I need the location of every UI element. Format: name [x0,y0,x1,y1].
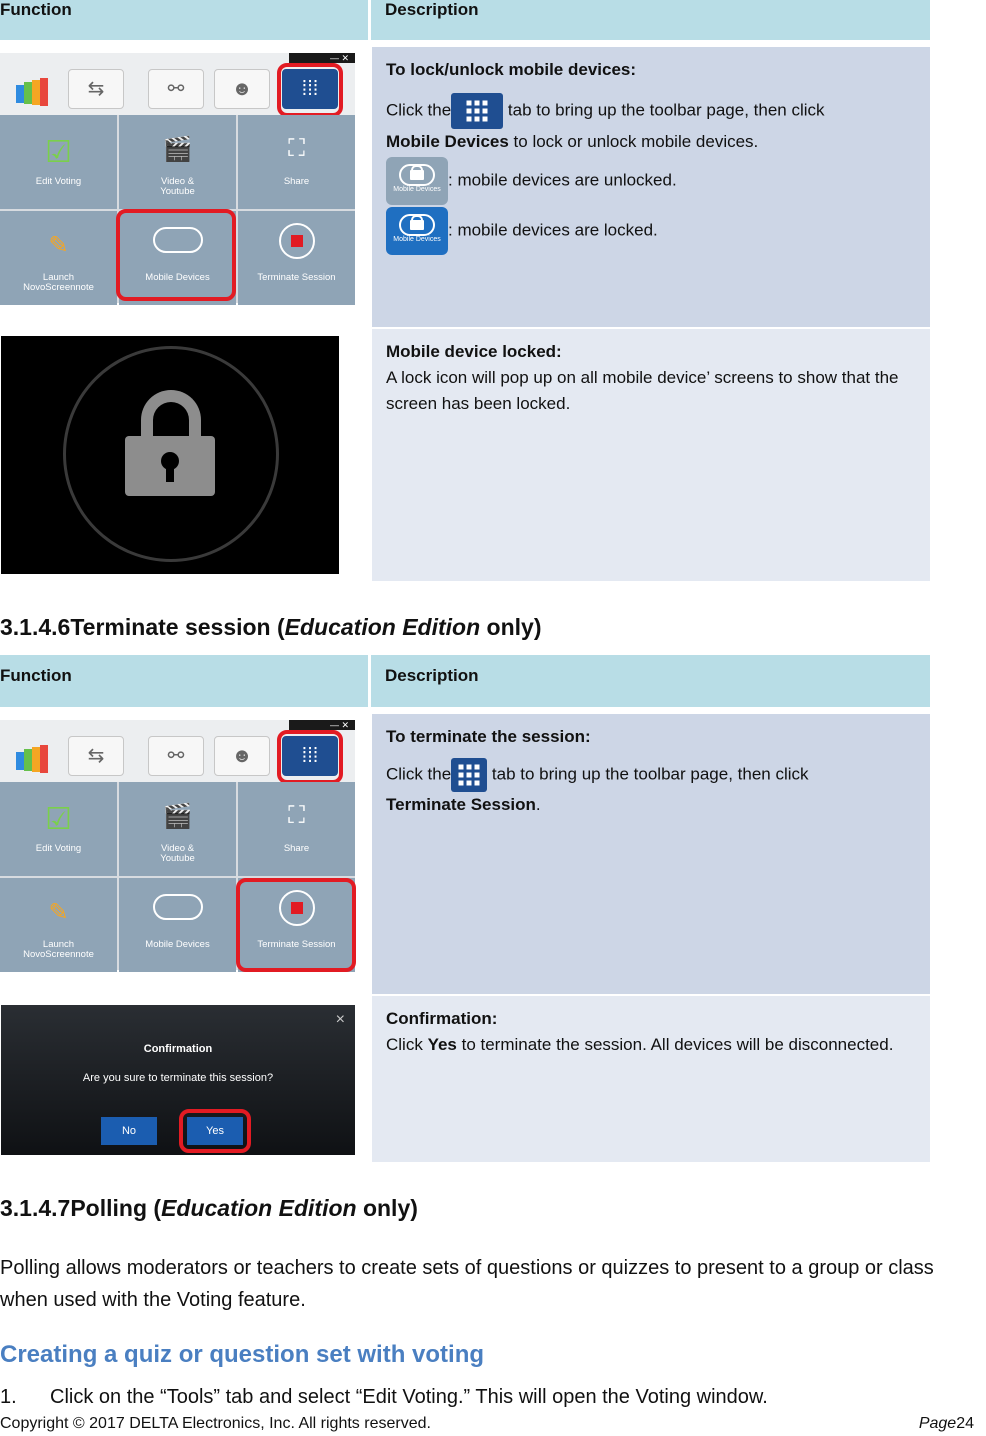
tile-label: Mobile Devices [145,272,210,283]
checkbox-icon: ☑ [45,136,72,169]
tile-label: Edit Voting [35,843,82,854]
row-text [386,758,916,792]
dialog-question: Are you sure to terminate this session? [82,1072,274,1084]
lock-icon [153,894,203,920]
header-divider [368,0,371,40]
mobile-devices-unlocked-icon: Mobile Devices [386,157,448,205]
link-button[interactable]: ⚯ [148,736,204,776]
confirmation-dialog-screenshot [1,1005,355,1155]
users-button[interactable]: ☻ [214,736,270,776]
highlight-mobile-devices [116,209,236,301]
subheading: Creating a quiz or question set with voting [0,1341,485,1368]
tile-label: Mobile Devices [145,939,210,950]
section-heading [0,1195,418,1222]
screen-switch-button[interactable]: ⇆ [68,736,124,776]
novo-logo-icon [14,77,50,107]
table-header [0,0,930,40]
row-text: A lock icon will pop up on all mobile device’ screens to show that the screen has been locked. [386,368,899,413]
section-title: only) [480,614,542,640]
table-row [0,329,930,581]
status-unlocked [386,157,916,205]
video-icon: 🎬 [162,803,193,830]
page-label: Page [918,1415,957,1432]
description-cell [372,329,930,581]
highlight-yes-button [179,1109,251,1153]
image-cell [0,996,368,1162]
footer-page [919,1415,974,1433]
text: Click [386,1035,428,1054]
section-title-italic: Education Edition [161,1195,357,1221]
lock-screen-screenshot [1,336,339,574]
tile-label: Terminate Session [257,939,336,950]
step-item [0,1382,768,1412]
close-icon[interactable]: × [335,1011,345,1028]
header-description: Description [385,0,479,19]
table-row [0,47,930,327]
tools-tab-icon [451,93,503,129]
toolbar-screenshot [0,53,355,303]
polling-paragraph: Polling allows moderators or teachers to create sets of questions or quizzes to present to a group or class when used with the Voting feature. [0,1257,934,1311]
tile-label: Launch NovoScreennote [23,272,94,293]
section-title: Terminate session ( [70,614,285,640]
section-number: 3.1.4.6 [0,614,71,640]
section-title-italic: Education Edition [284,614,481,640]
tile-terminate-session[interactable] [238,211,355,305]
no-button[interactable]: No [101,1117,157,1145]
image-cell [0,47,368,327]
text: tab to bring up the toolbar page, then click [503,100,825,120]
novo-logo-icon [14,744,50,774]
text: . [535,795,541,814]
tile-mobile-devices[interactable] [119,878,236,972]
table-row [0,996,930,1162]
header-description: Description [385,666,479,685]
link-button[interactable]: ⚯ [148,69,204,109]
dialog-title: Confirmation [143,1043,213,1055]
tile-launch-novoscreennote[interactable] [0,878,117,972]
row-title: Confirmation: [386,1009,498,1028]
bold-text: Mobile Devices [386,132,509,151]
text: : mobile devices are locked. [448,220,658,240]
highlight-tools-tab [277,63,343,117]
share-icon: ⛶ [288,135,305,162]
row-title: To terminate the session: [386,727,591,746]
row-title: To lock/unlock mobile devices: [386,60,637,79]
checkbox-icon: ☑ [45,803,72,836]
share-icon: ⛶ [288,802,305,829]
tile-label: Terminate Session [257,272,336,283]
screen-switch-button[interactable]: ⇆ [68,69,124,109]
tile-label: Launch NovoScreennote [23,939,94,960]
mobile-devices-locked-icon: Mobile Devices [386,207,448,255]
section-title: Polling ( [70,1195,162,1221]
window-controls: — ✕ [289,53,355,63]
text: to lock or unlock mobile devices. [508,132,759,151]
footer-copyright: Copyright © 2017 DELTA Electronics, Inc. All rights reserved. [0,1415,431,1432]
tools-tab-button[interactable]: ⁞⁞⁞ [282,736,338,776]
tile-edit-voting[interactable] [0,782,117,876]
row-text [386,129,916,155]
tile-launch-novoscreennote[interactable] [0,211,117,305]
description-cell [372,714,930,994]
tools-tab-button[interactable]: ⁞⁞⁞ [282,69,338,109]
stop-icon [279,223,315,259]
text: to terminate the session. All devices will be disconnected. [456,1035,894,1054]
tile-share[interactable] [238,115,355,209]
text: Click the [386,100,452,120]
table-header [0,655,930,707]
highlight-terminate-session [236,878,356,972]
row-text [386,1032,916,1058]
text: Click the [386,764,452,784]
tools-tab-icon [451,758,487,792]
step-text: Click on the “Tools” tab and select “Edit Voting.” This will open the Voting window. [50,1386,768,1408]
note-icon: ✎ [48,232,69,259]
section-title: only) [356,1195,418,1221]
tile-share[interactable] [238,782,355,876]
row-text [386,792,916,818]
tile-label: Share [283,176,310,187]
section-heading [0,614,542,641]
text: tab to bring up the toolbar page, then click [487,764,809,784]
tile-label: Share [283,843,310,854]
tile-label: Edit Voting [35,176,82,187]
tile-edit-voting[interactable] [0,115,117,209]
status-locked [386,207,916,255]
description-cell [372,996,930,1162]
bold-text: Yes [427,1035,457,1054]
toolbar-screenshot [0,720,355,970]
padlock-icon [125,436,215,496]
tile-label: Video & Youtube [160,843,195,864]
header-function: Function [0,0,72,19]
tile-video-youtube[interactable] [119,115,236,209]
video-icon: 🎬 [162,136,193,163]
users-button[interactable]: ☻ [214,69,270,109]
text: : mobile devices are unlocked. [448,170,677,190]
note-icon: ✎ [48,899,69,926]
bold-text: Terminate Session [386,795,536,814]
page-number: 24 [956,1415,974,1432]
section-number: 3.1.4.7 [0,1195,71,1221]
window-controls: — ✕ [289,720,355,730]
table-row [0,714,930,994]
description-cell [372,47,930,327]
yes-button[interactable]: Yes [187,1117,243,1145]
image-cell [0,714,368,994]
highlight-tools-tab [277,730,343,784]
row-text [386,93,916,129]
tile-video-youtube[interactable] [119,782,236,876]
row-title: Mobile device locked: [386,342,562,361]
tile-label: Video & Youtube [160,176,195,197]
header-divider [368,655,371,707]
step-number: 1. [0,1386,17,1408]
image-cell [0,329,368,581]
header-function: Function [0,666,72,685]
